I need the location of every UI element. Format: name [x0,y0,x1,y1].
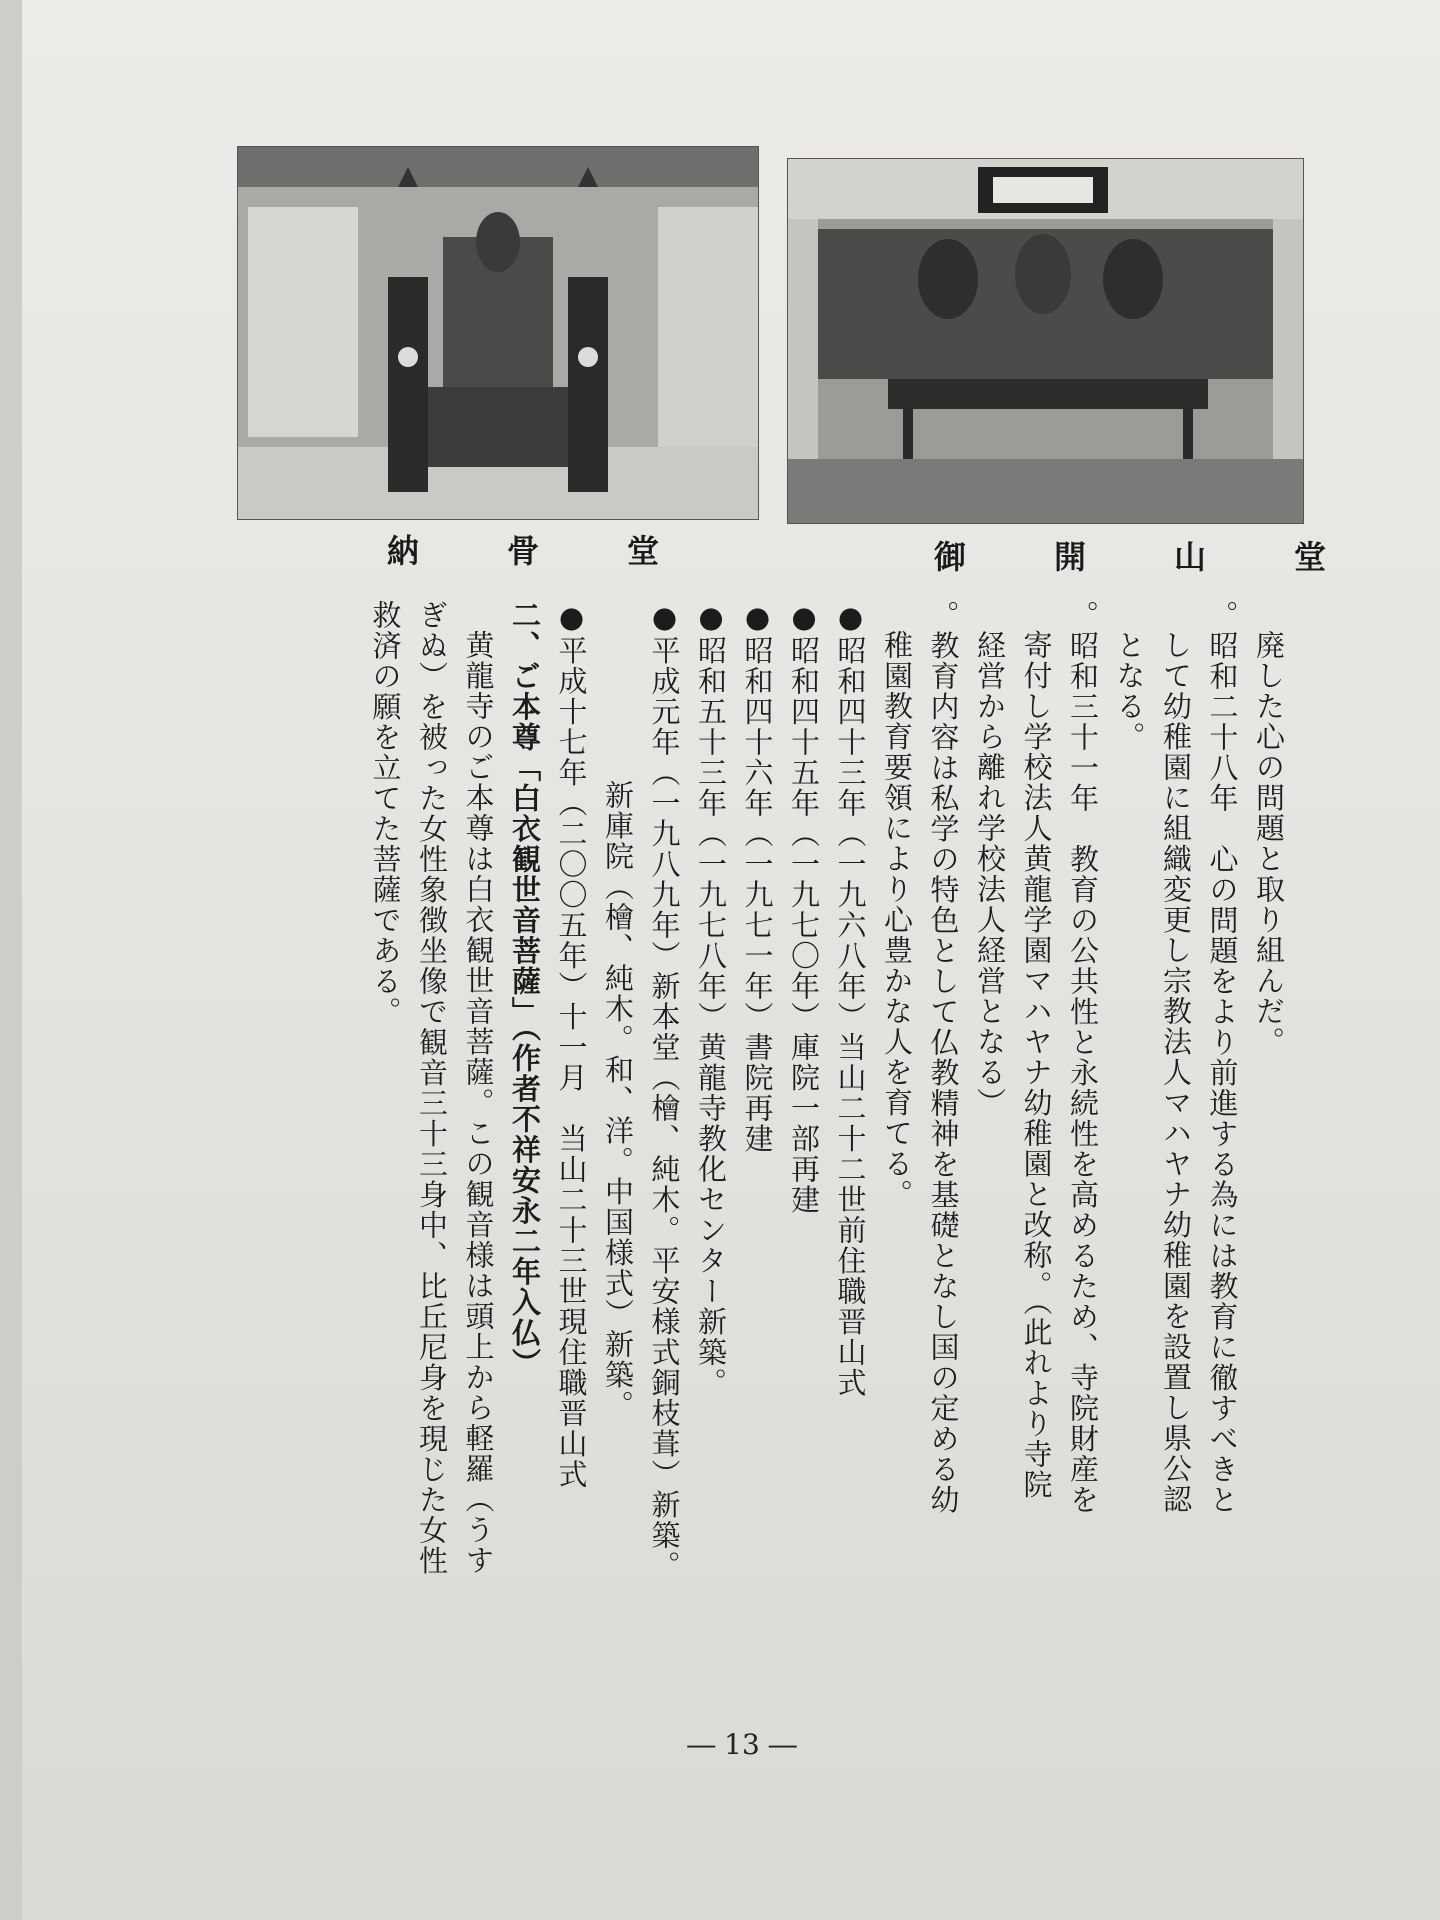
timeline-item: ●昭和四十三年（一九六八年）当山二十二世前住職晋山式 [833,600,868,1398]
timeline-item: ●平成元年（一九八九年）新本堂（檜、純木。平安様式銅枝葺）新築。 [647,600,682,1581]
text-line: 。教育内容は私学の特色として仏教精神を基礎となし国の定める幼 [926,600,961,1515]
text-line: 。昭和二十八年 心の問題をより前進する為には教育に徹すべきと [1205,600,1240,1515]
vertical-body-text [242,600,1292,1680]
ossuary-hall-caption: 納 骨 堂 [387,532,688,570]
text-line: ぎぬ）を被った女性象徴坐像で観音三十三身中、比丘尼身を現じた女性 [415,600,449,1576]
document-page [22,0,1440,1920]
text-line: 寄付し学校法人黄龍学園マハヤナ幼稚園と改称。（此れより寺院 [1019,630,1054,1500]
ossuary-hall-photo [237,146,759,520]
text-line: 黄龍寺のご本尊は白衣観世音菩薩。この観音様は頭上から軽羅（うす [461,630,496,1576]
timeline-item: ●昭和四十六年（一九七一年）書院再建 [740,600,775,1154]
text-line: 廃した心の問題と取り組んだ。 [1252,630,1286,1057]
text-line: 経営から離れ学校法人経営となる） [973,630,1007,1118]
text-line: して幼稚園に組織変更し宗教法人マハヤナ幼稚園を設置し県公認 [1159,630,1193,1515]
timeline-item-continuation: 新庫院（檜、純木。和、洋。中国様式）新築。 [601,780,635,1421]
timeline-item: ●昭和五十三年（一九七八年）黄龍寺教化センター新築。 [694,600,728,1398]
page-number: ― 13 ― [687,1728,797,1761]
timeline-item: ●昭和四十五年（一九七〇年）庫院一部再建 [787,600,821,1215]
founder-hall-caption: 御 開 山 堂 [934,538,1355,576]
text-line: 救済の願を立てた菩薩である。 [368,600,403,1027]
text-line: となる。 [1112,630,1147,752]
text-line: 稚園教育要領により心豊かな人を育てる。 [880,630,914,1210]
timeline-item: ●平成十七年（二〇〇五年）十一月 当山二十三世現住職晋山式 [554,600,589,1490]
text-line: 。昭和三十一年 教育の公共性と永続性を高めるため、寺院財産を [1066,600,1100,1515]
section-heading: 二、ご本尊「白衣観世音菩薩」（作者不祥安永二年入仏） [508,600,542,1379]
founder-hall-photo [787,158,1304,524]
